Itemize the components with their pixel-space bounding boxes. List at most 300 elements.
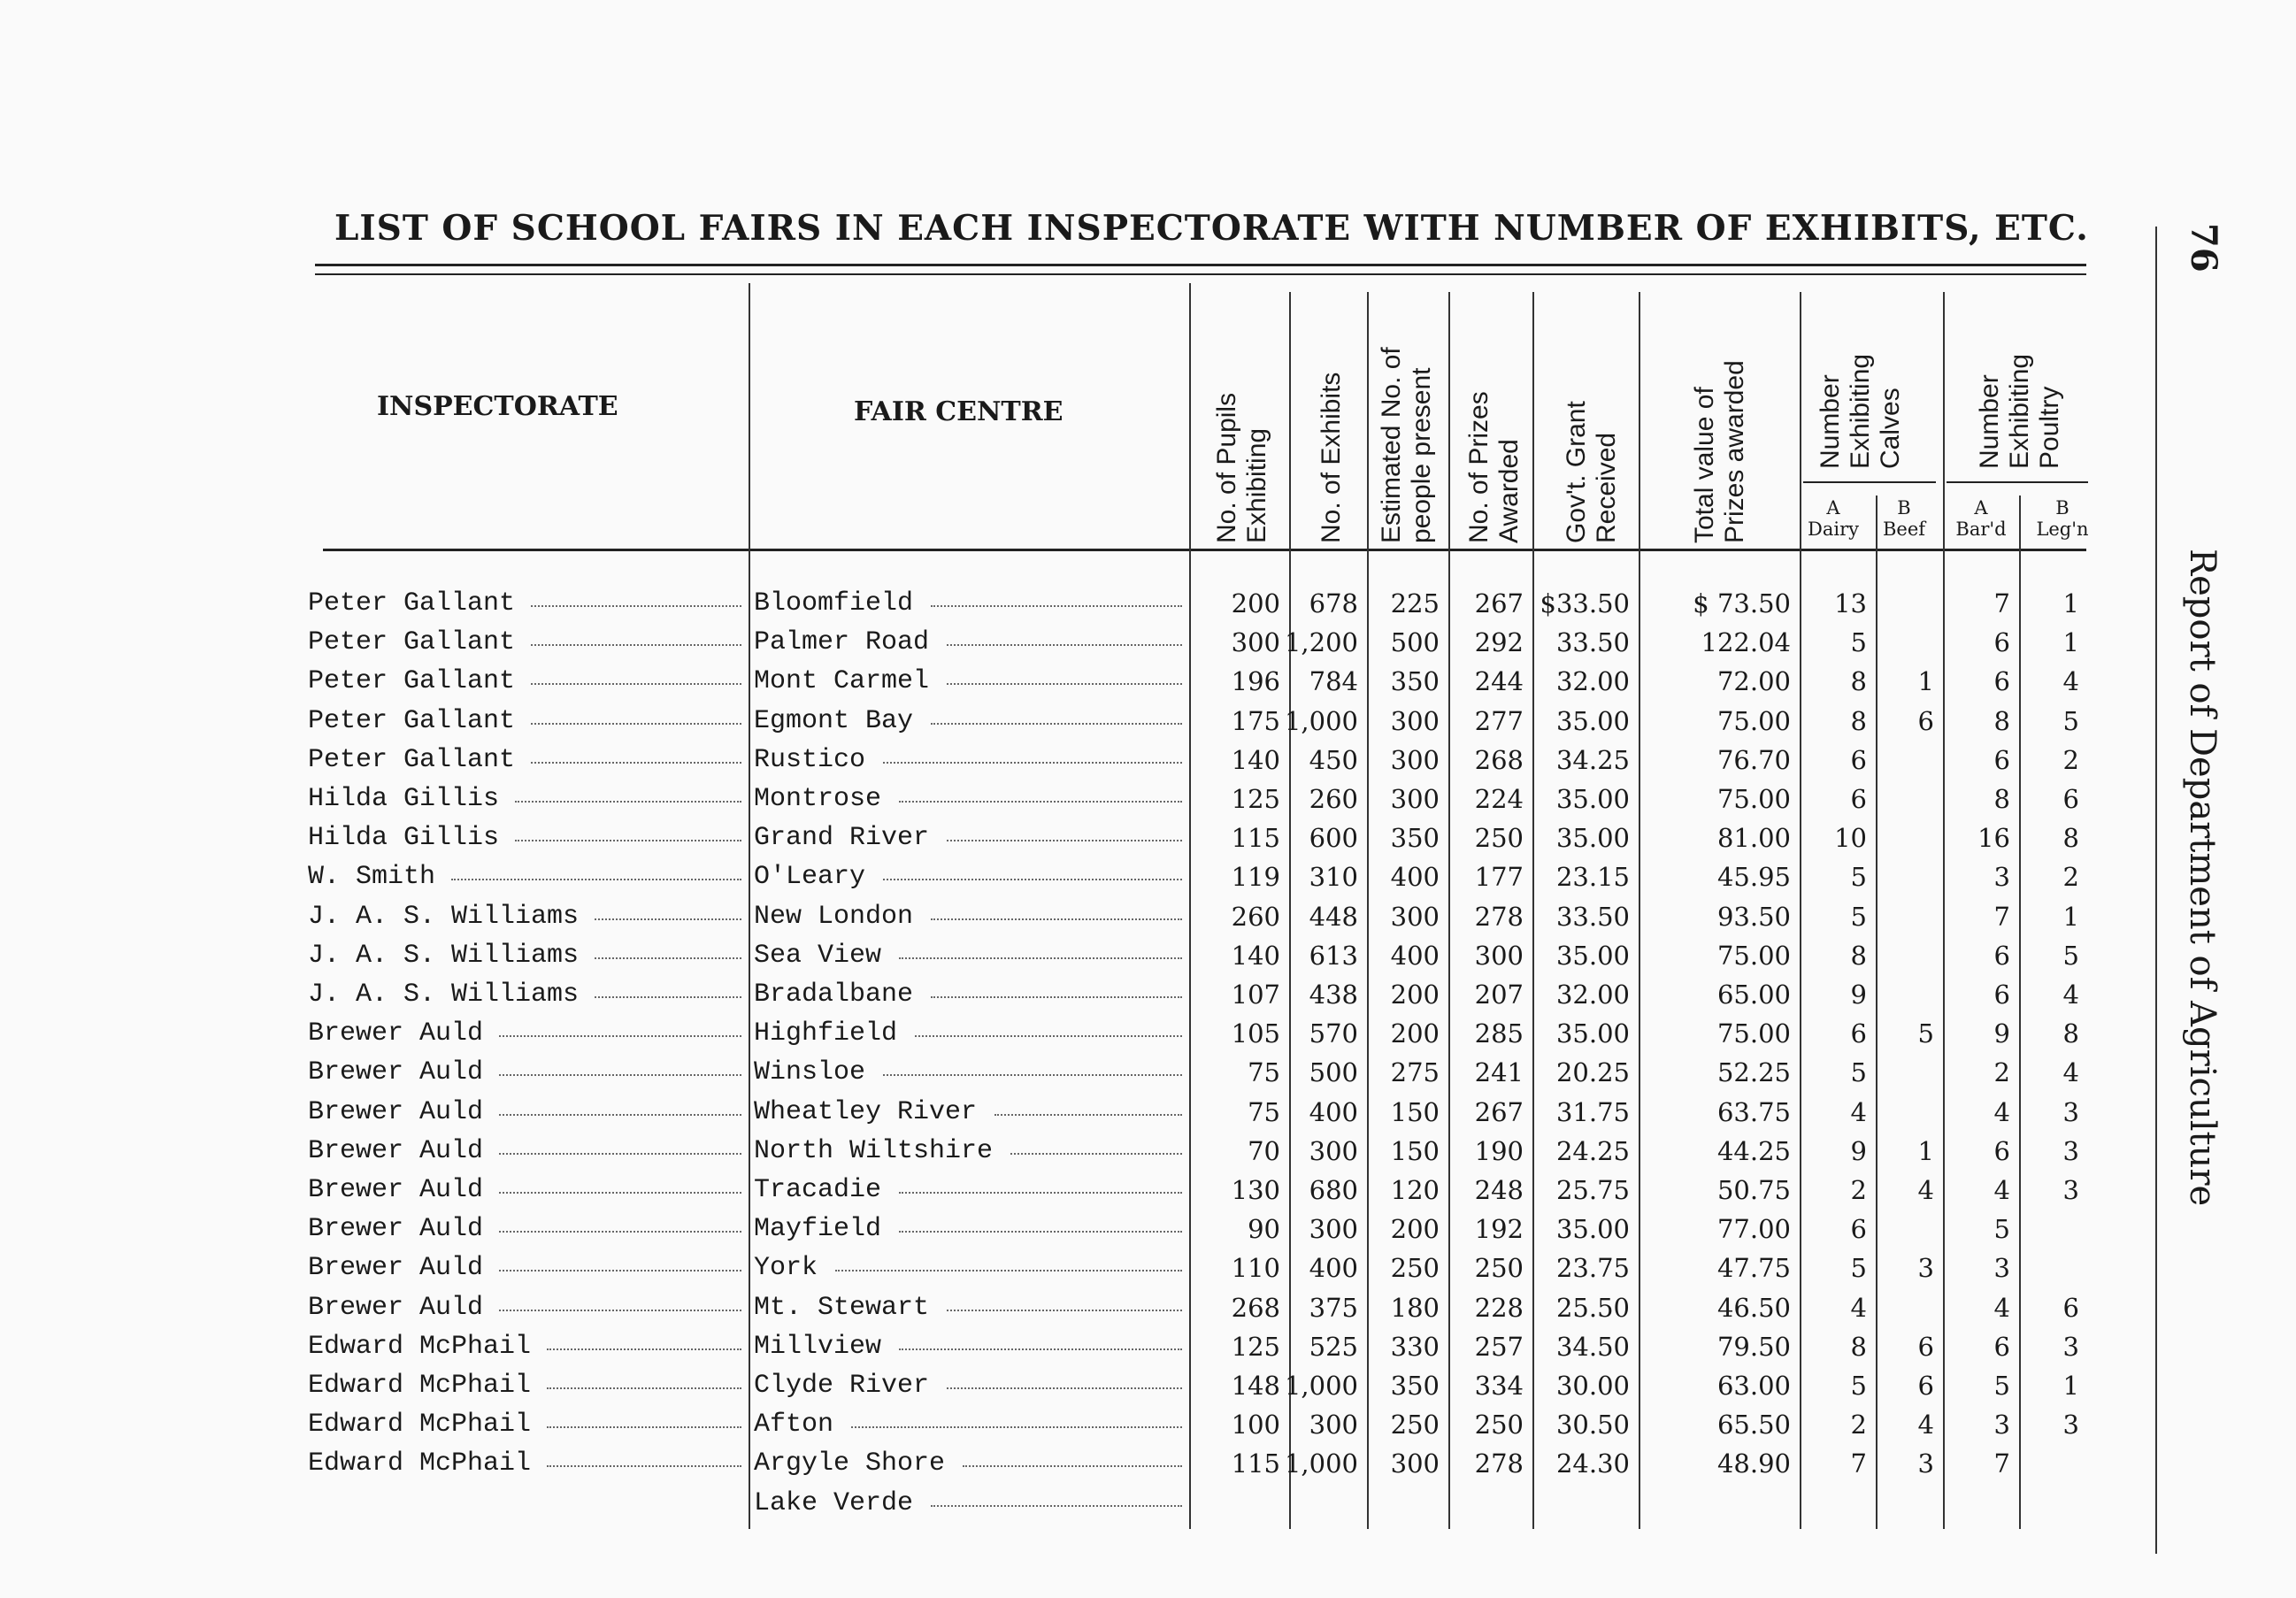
- cell-pupils: 125: [1231, 1331, 1280, 1362]
- cell-leghorn: 2: [2062, 862, 2079, 893]
- header-total: Total value of Prizes awarded: [1690, 360, 1749, 543]
- cell-barred: 6: [1993, 980, 2010, 1010]
- table-row: [0, 623, 2123, 662]
- leader-dots: [595, 957, 741, 959]
- header-calves-dairy: A Dairy: [1808, 497, 1859, 540]
- cell-inspectorate: J. A. S. Williams: [308, 980, 580, 1010]
- cell-fair-centre: Highfield: [754, 1018, 898, 1049]
- cell-people: 225: [1390, 588, 1440, 618]
- cell-barred: 6: [1993, 1135, 2010, 1166]
- cell-grant: 23.15: [1555, 862, 1630, 893]
- cell-leghorn: 1: [2062, 627, 2079, 658]
- leader-dots: [547, 1387, 741, 1389]
- cell-prizes: 241: [1474, 1057, 1524, 1088]
- title-rule-top: [315, 264, 2086, 266]
- cell-leghorn: 4: [2062, 980, 2079, 1010]
- cell-exhibits: 1,000: [1284, 1448, 1358, 1479]
- cell-beef: 4: [1917, 1410, 1934, 1441]
- cell-inspectorate: Brewer Auld: [308, 1096, 484, 1127]
- cell-dairy: 9: [1850, 1135, 1867, 1166]
- cell-prizes: 190: [1474, 1135, 1524, 1166]
- margin-rule: [2155, 227, 2157, 1554]
- cell-pupils: 260: [1231, 901, 1280, 932]
- cell-exhibits: 784: [1309, 666, 1358, 697]
- leader-dots: [595, 918, 741, 920]
- cell-dairy: 6: [1850, 1018, 1867, 1049]
- cell-pupils: 75: [1248, 1096, 1280, 1127]
- table-row: [0, 1093, 2123, 1132]
- cell-inspectorate: Edward McPhail: [308, 1410, 532, 1441]
- cell-total: 45.95: [1716, 862, 1791, 893]
- cell-grant: 24.30: [1555, 1448, 1630, 1479]
- cell-fair-centre: Tracadie: [754, 1175, 882, 1205]
- poultry-subrule: [1947, 481, 2088, 483]
- cell-prizes: 250: [1474, 1410, 1524, 1441]
- cell-barred: 5: [1993, 1214, 2010, 1245]
- leader-dots: [595, 996, 741, 998]
- header-people: Estimated No. of people present: [1377, 347, 1436, 543]
- table-row: [0, 936, 2123, 975]
- leader-dots: [931, 918, 1182, 920]
- cell-inspectorate: Edward McPhail: [308, 1448, 532, 1479]
- cell-fair-centre: North Wiltshire: [754, 1135, 994, 1166]
- cell-fair-centre: Clyde River: [754, 1371, 930, 1401]
- leader-dots: [899, 1192, 1182, 1194]
- cell-prizes: 278: [1474, 1448, 1524, 1479]
- cell-pupils: 100: [1231, 1410, 1280, 1441]
- cell-fair-centre: Egmont Bay: [754, 705, 914, 736]
- table-row: [0, 584, 2123, 623]
- cell-pupils: 75: [1248, 1057, 1280, 1088]
- cell-people: 200: [1390, 1214, 1440, 1245]
- cell-prizes: 267: [1474, 1096, 1524, 1127]
- cell-grant: 35.00: [1555, 705, 1630, 736]
- leader-dots: [547, 1426, 741, 1428]
- cell-dairy: 4: [1850, 1096, 1867, 1127]
- cell-barred: 3: [1993, 862, 2010, 893]
- header-poultry-barred: A Bar'd: [1955, 497, 2007, 540]
- cell-grant: 35.00: [1555, 823, 1630, 854]
- cell-barred: 2: [1993, 1057, 2010, 1088]
- cell-total: 75.00: [1716, 784, 1791, 814]
- table-row: [0, 741, 2123, 780]
- leader-dots: [499, 1035, 741, 1037]
- leader-dots: [499, 1310, 741, 1311]
- cell-total: 72.00: [1716, 666, 1791, 697]
- cell-beef: 6: [1917, 1371, 1934, 1401]
- table-row: [0, 662, 2123, 701]
- cell-barred: 16: [1977, 823, 2010, 854]
- cell-fair-centre: Montrose: [754, 784, 882, 814]
- cell-grant: $33.50: [1540, 588, 1630, 618]
- cell-people: 150: [1390, 1135, 1440, 1166]
- cell-exhibits: 300: [1309, 1135, 1358, 1166]
- cell-grant: 34.25: [1555, 744, 1630, 775]
- cell-dairy: 2: [1850, 1410, 1867, 1441]
- cell-pupils: 140: [1231, 940, 1280, 971]
- cell-exhibits: 613: [1309, 940, 1358, 971]
- leader-dots: [931, 723, 1182, 725]
- cell-exhibits: 500: [1309, 1057, 1358, 1088]
- cell-fair-centre: Mayfield: [754, 1214, 882, 1245]
- title-rule-bottom: [315, 273, 2086, 275]
- cell-pupils: 105: [1231, 1018, 1280, 1049]
- leader-dots: [915, 1035, 1182, 1037]
- leader-dots: [851, 1426, 1182, 1428]
- cell-fair-centre: Winsloe: [754, 1057, 866, 1088]
- cell-total: 63.00: [1716, 1371, 1791, 1401]
- table-row: [0, 975, 2123, 1014]
- cell-grant: 33.50: [1555, 901, 1630, 932]
- cell-leghorn: 3: [2062, 1331, 2079, 1362]
- leader-dots: [899, 957, 1182, 959]
- cell-grant: 31.75: [1555, 1096, 1630, 1127]
- cell-fair-centre: Sea View: [754, 940, 882, 971]
- cell-grant: 32.00: [1555, 980, 1630, 1010]
- cell-dairy: 5: [1850, 627, 1867, 658]
- cell-beef: 1: [1917, 666, 1934, 697]
- cell-total: 75.00: [1716, 1018, 1791, 1049]
- cell-dairy: 6: [1850, 1214, 1867, 1245]
- cell-fair-centre: Afton: [754, 1410, 834, 1441]
- cell-people: 250: [1390, 1253, 1440, 1284]
- cell-total: 65.50: [1716, 1410, 1791, 1441]
- cell-beef: 3: [1917, 1448, 1934, 1479]
- cell-barred: 5: [1993, 1371, 2010, 1401]
- leader-dots: [835, 1270, 1182, 1271]
- cell-total: 75.00: [1716, 705, 1791, 736]
- cell-inspectorate: Brewer Auld: [308, 1214, 484, 1245]
- calves-subrule: [1803, 481, 1936, 483]
- cell-people: 300: [1390, 705, 1440, 736]
- cell-inspectorate: Peter Gallant: [308, 744, 516, 775]
- cell-barred: 4: [1993, 1096, 2010, 1127]
- cell-barred: 6: [1993, 940, 2010, 971]
- cell-dairy: 6: [1850, 744, 1867, 775]
- cell-grant: 24.25: [1555, 1135, 1630, 1166]
- leader-dots: [963, 1465, 1182, 1467]
- cell-exhibits: 375: [1309, 1292, 1358, 1323]
- table-row: [0, 1288, 2123, 1327]
- cell-inspectorate: Brewer Auld: [308, 1253, 484, 1284]
- cell-inspectorate: Peter Gallant: [308, 627, 516, 658]
- cell-inspectorate: J. A. S. Williams: [308, 901, 580, 932]
- table-row: [0, 1171, 2123, 1210]
- cell-pupils: 125: [1231, 784, 1280, 814]
- cell-beef: 3: [1917, 1253, 1934, 1284]
- cell-grant: 25.50: [1555, 1292, 1630, 1323]
- cell-beef: 1: [1917, 1135, 1934, 1166]
- cell-prizes: 248: [1474, 1175, 1524, 1205]
- cell-total: 76.70: [1716, 744, 1791, 775]
- cell-leghorn: 3: [2062, 1410, 2079, 1441]
- cell-people: 150: [1390, 1096, 1440, 1127]
- cell-leghorn: 8: [2062, 823, 2079, 854]
- cell-inspectorate: Hilda Gillis: [308, 823, 500, 854]
- cell-leghorn: 1: [2062, 901, 2079, 932]
- cell-pupils: 268: [1231, 1292, 1280, 1323]
- cell-exhibits: 260: [1309, 784, 1358, 814]
- header-prizes: No. of Prizes Awarded: [1464, 391, 1524, 543]
- leader-dots: [899, 1231, 1182, 1233]
- leader-dots: [947, 644, 1182, 646]
- cell-beef: 4: [1917, 1175, 1934, 1205]
- cell-pupils: 196: [1231, 666, 1280, 697]
- header-calves: Number Exhibiting Calves: [1816, 353, 1905, 469]
- page-number: 76: [2183, 223, 2224, 273]
- cell-leghorn: 8: [2062, 1018, 2079, 1049]
- leader-dots: [947, 840, 1182, 841]
- cell-prizes: 228: [1474, 1292, 1524, 1323]
- cell-pupils: 115: [1231, 1448, 1280, 1479]
- cell-pupils: 300: [1231, 627, 1280, 658]
- cell-pupils: 107: [1231, 980, 1280, 1010]
- cell-pupils: 130: [1231, 1175, 1280, 1205]
- header-exhibits: No. of Exhibits: [1317, 372, 1346, 543]
- cell-grant: 20.25: [1555, 1057, 1630, 1088]
- cell-grant: 35.00: [1555, 1214, 1630, 1245]
- cell-pupils: 90: [1248, 1214, 1280, 1245]
- cell-barred: 6: [1993, 1331, 2010, 1362]
- cell-people: 120: [1390, 1175, 1440, 1205]
- cell-people: 350: [1390, 823, 1440, 854]
- cell-total: 50.75: [1716, 1175, 1791, 1205]
- cell-barred: 3: [1993, 1253, 2010, 1284]
- cell-exhibits: 525: [1309, 1331, 1358, 1362]
- cell-grant: 35.00: [1555, 784, 1630, 814]
- cell-fair-centre: Argyle Shore: [754, 1448, 946, 1479]
- cell-dairy: 7: [1850, 1448, 1867, 1479]
- leader-dots: [531, 683, 741, 685]
- header-poultry: Number Exhibiting Poultry: [1975, 353, 2064, 469]
- cell-grant: 30.00: [1555, 1371, 1630, 1401]
- cell-exhibits: 1,000: [1284, 1371, 1358, 1401]
- cell-inspectorate: Peter Gallant: [308, 666, 516, 697]
- cell-exhibits: 450: [1309, 744, 1358, 775]
- cell-people: 300: [1390, 901, 1440, 932]
- cell-grant: 23.75: [1555, 1253, 1630, 1284]
- cell-exhibits: 680: [1309, 1175, 1358, 1205]
- cell-people: 350: [1390, 666, 1440, 697]
- cell-people: 200: [1390, 980, 1440, 1010]
- cell-fair-centre: Wheatley River: [754, 1096, 978, 1127]
- header-pupils: No. of Pupils Exhibiting: [1212, 392, 1271, 543]
- cell-total: 63.75: [1716, 1096, 1791, 1127]
- cell-prizes: 177: [1474, 862, 1524, 893]
- cell-dairy: 10: [1834, 823, 1867, 854]
- table-row: [0, 818, 2123, 857]
- cell-fair-centre: O'Leary: [754, 862, 866, 893]
- table-row: [0, 1484, 2123, 1523]
- cell-inspectorate: Edward McPhail: [308, 1331, 532, 1362]
- cell-dairy: 4: [1850, 1292, 1867, 1323]
- cell-prizes: 292: [1474, 627, 1524, 658]
- leader-dots: [994, 1114, 1182, 1116]
- cell-inspectorate: Hilda Gillis: [308, 784, 500, 814]
- cell-total: 81.00: [1716, 823, 1791, 854]
- cell-fair-centre: Bloomfield: [754, 588, 914, 618]
- cell-exhibits: 400: [1309, 1096, 1358, 1127]
- leader-dots: [499, 1153, 741, 1155]
- leader-dots: [515, 801, 741, 803]
- cell-fair-centre: Mt. Stewart: [754, 1292, 930, 1323]
- cell-leghorn: 1: [2062, 1371, 2079, 1401]
- cell-prizes: 285: [1474, 1018, 1524, 1049]
- table-row: [0, 1132, 2123, 1171]
- running-head: Report of Department of Agriculture: [2182, 549, 2223, 1207]
- leader-dots: [931, 605, 1182, 607]
- cell-pupils: 70: [1248, 1135, 1280, 1166]
- cell-exhibits: 310: [1309, 862, 1358, 893]
- leader-dots: [547, 1465, 741, 1467]
- cell-total: 48.90: [1716, 1448, 1791, 1479]
- cell-leghorn: 2: [2062, 744, 2079, 775]
- cell-leghorn: 3: [2062, 1096, 2079, 1127]
- cell-total: 93.50: [1716, 901, 1791, 932]
- cell-prizes: 257: [1474, 1331, 1524, 1362]
- cell-prizes: 244: [1474, 666, 1524, 697]
- page-title: LIST OF SCHOOL FAIRS IN EACH INSPECTORATE WITH NUMBER OF EXHIBITS, ETC.: [334, 208, 2089, 249]
- cell-prizes: 277: [1474, 705, 1524, 736]
- leader-dots: [499, 1114, 741, 1116]
- leader-dots: [531, 644, 741, 646]
- cell-pupils: 140: [1231, 744, 1280, 775]
- cell-dairy: 8: [1850, 666, 1867, 697]
- table-row: [0, 702, 2123, 741]
- cell-dairy: 8: [1850, 940, 1867, 971]
- cell-fair-centre: Rustico: [754, 744, 866, 775]
- leader-dots: [883, 1074, 1182, 1076]
- cell-people: 275: [1390, 1057, 1440, 1088]
- table-row: [0, 1248, 2123, 1287]
- leader-dots: [947, 1310, 1182, 1311]
- leader-dots: [499, 1074, 741, 1076]
- table-row: [0, 1444, 2123, 1483]
- leader-dots: [451, 879, 741, 880]
- cell-barred: 7: [1993, 1448, 2010, 1479]
- cell-dairy: 8: [1850, 1331, 1867, 1362]
- table-row: [0, 1210, 2123, 1248]
- cell-fair-centre: Mont Carmel: [754, 666, 930, 697]
- cell-exhibits: 570: [1309, 1018, 1358, 1049]
- cell-barred: 8: [1993, 705, 2010, 736]
- cell-prizes: 300: [1474, 940, 1524, 971]
- cell-fair-centre: York: [754, 1253, 818, 1284]
- header-grant: Gov't. Grant Received: [1562, 401, 1621, 543]
- cell-pupils: 175: [1231, 705, 1280, 736]
- cell-inspectorate: Peter Gallant: [308, 705, 516, 736]
- cell-dairy: 5: [1850, 1371, 1867, 1401]
- cell-people: 400: [1390, 862, 1440, 893]
- cell-people: 300: [1390, 744, 1440, 775]
- cell-total: 75.00: [1716, 940, 1791, 971]
- table-row: [0, 897, 2123, 936]
- cell-pupils: 148: [1231, 1371, 1280, 1401]
- cell-barred: 8: [1993, 784, 2010, 814]
- cell-fair-centre: Lake Verde: [754, 1487, 914, 1518]
- cell-grant: 25.75: [1555, 1175, 1630, 1205]
- cell-exhibits: 300: [1309, 1214, 1358, 1245]
- cell-total: 122.04: [1701, 627, 1791, 658]
- cell-inspectorate: J. A. S. Williams: [308, 940, 580, 971]
- cell-dairy: 5: [1850, 901, 1867, 932]
- leader-dots: [883, 879, 1182, 880]
- leader-dots: [531, 605, 741, 607]
- header-calves-beef: B Beef: [1882, 497, 1926, 540]
- cell-people: 400: [1390, 940, 1440, 971]
- cell-dairy: 13: [1834, 588, 1867, 618]
- leader-dots: [947, 1387, 1182, 1389]
- cell-barred: 6: [1993, 744, 2010, 775]
- leader-dots: [947, 683, 1182, 685]
- cell-inspectorate: Brewer Auld: [308, 1057, 484, 1088]
- leader-dots: [931, 1505, 1182, 1507]
- cell-inspectorate: Brewer Auld: [308, 1018, 484, 1049]
- leader-dots: [883, 762, 1182, 764]
- cell-inspectorate: Brewer Auld: [308, 1292, 484, 1323]
- cell-exhibits: 300: [1309, 1410, 1358, 1441]
- cell-pupils: 200: [1231, 588, 1280, 618]
- cell-prizes: 224: [1474, 784, 1524, 814]
- cell-leghorn: 5: [2062, 940, 2079, 971]
- cell-barred: 6: [1993, 666, 2010, 697]
- cell-exhibits: 678: [1309, 588, 1358, 618]
- cell-leghorn: 3: [2062, 1135, 2079, 1166]
- cell-prizes: 250: [1474, 823, 1524, 854]
- cell-people: 300: [1390, 1448, 1440, 1479]
- table-row: [0, 1053, 2123, 1092]
- cell-inspectorate: Edward McPhail: [308, 1371, 532, 1401]
- header-poultry-leghorn: B Leg'n: [2036, 497, 2089, 540]
- header-rule: [323, 549, 2086, 551]
- cell-fair-centre: Palmer Road: [754, 627, 930, 658]
- cell-grant: 34.50: [1555, 1331, 1630, 1362]
- cell-fair-centre: Grand River: [754, 823, 930, 854]
- cell-fair-centre: Bradalbane: [754, 980, 914, 1010]
- cell-barred: 7: [1993, 901, 2010, 932]
- cell-leghorn: 5: [2062, 705, 2079, 736]
- cell-barred: 4: [1993, 1175, 2010, 1205]
- cell-barred: 6: [1993, 627, 2010, 658]
- cell-people: 500: [1390, 627, 1440, 658]
- cell-dairy: 8: [1850, 705, 1867, 736]
- table-row: [0, 857, 2123, 896]
- cell-barred: 9: [1993, 1018, 2010, 1049]
- cell-barred: 7: [1993, 588, 2010, 618]
- table-row: [0, 1014, 2123, 1053]
- cell-pupils: 119: [1231, 862, 1280, 893]
- leader-dots: [1010, 1153, 1182, 1155]
- cell-leghorn: 4: [2062, 1057, 2079, 1088]
- cell-inspectorate: W. Smith: [308, 862, 436, 893]
- cell-grant: 35.00: [1555, 1018, 1630, 1049]
- cell-prizes: 334: [1474, 1371, 1524, 1401]
- cell-fair-centre: New London: [754, 901, 914, 932]
- cell-total: 79.50: [1716, 1331, 1791, 1362]
- cell-total: 65.00: [1716, 980, 1791, 1010]
- header-fair-centre: FAIR CENTRE: [854, 396, 1064, 427]
- cell-people: 350: [1390, 1371, 1440, 1401]
- cell-prizes: 250: [1474, 1253, 1524, 1284]
- cell-exhibits: 1,200: [1284, 627, 1358, 658]
- cell-leghorn: 4: [2062, 666, 2079, 697]
- leader-dots: [499, 1231, 741, 1233]
- cell-total: $ 73.50: [1693, 588, 1791, 618]
- cell-dairy: 5: [1850, 1057, 1867, 1088]
- cell-exhibits: 400: [1309, 1253, 1358, 1284]
- cell-prizes: 268: [1474, 744, 1524, 775]
- cell-prizes: 278: [1474, 901, 1524, 932]
